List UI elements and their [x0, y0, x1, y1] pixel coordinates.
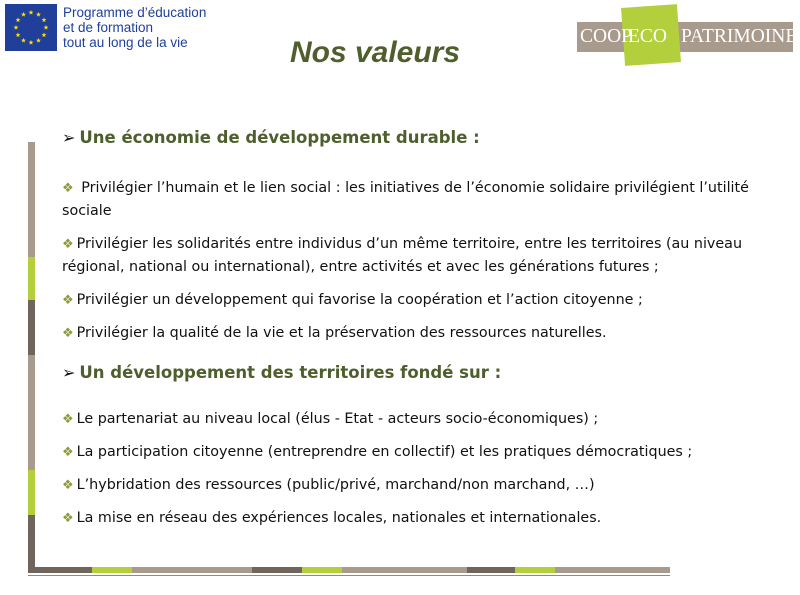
list-item-text: Privilégier les solidarités entre individus d’un même territoire, entre les territoires (au niveau régional, national ou international), entre activités et avec les générations futures ;: [62, 236, 743, 275]
diamond-bullet-icon: ❖: [62, 181, 74, 196]
page-title: Nos valeurs: [289, 36, 461, 69]
eu-star-icon: [21, 12, 26, 17]
diamond-bullet-icon: ❖: [62, 237, 74, 252]
diamond-bullet-icon: ❖: [62, 511, 74, 526]
list-item: [62, 441, 797, 464]
frame-horizontal-segment: [132, 567, 252, 573]
eu-star-icon: [14, 25, 19, 30]
frame-vertical-segment: [28, 300, 35, 355]
list-item: [62, 177, 797, 223]
frame-baseline: [28, 575, 670, 576]
frame-horizontal-segment: [35, 567, 92, 573]
list-item-text: Privilégier la qualité de la vie et la préservation des ressources naturelles.: [76, 325, 607, 341]
diamond-bullet-icon: ❖: [62, 326, 74, 341]
list-item-text: Privilégier l’humain et le lien social : les initiatives de l’économie solidaire privilégient l’utilité sociale: [62, 180, 749, 219]
frame-horizontal-segment: [252, 567, 302, 573]
arrow-bullet-icon: ➢: [62, 128, 76, 147]
list-item: [62, 322, 797, 345]
logo-word-patrimoine: PATRIMOINE: [681, 26, 798, 47]
eu-star-icon: [42, 17, 47, 22]
frame-vertical-segment: [28, 142, 35, 257]
frame-vertical-segment: [28, 470, 35, 515]
frame-horizontal-segment: [467, 567, 515, 573]
list-item-text: La participation citoyenne (entreprendre en collectif) et les pratiques démocratiques ;: [76, 444, 693, 460]
list-item-text: Privilégier un développement qui favorise la coopération et l’action citoyenne ;: [76, 292, 643, 308]
section-heading-text: Un développement des territoires fondé sur :: [79, 363, 502, 382]
list-item: [62, 233, 797, 279]
frame-vertical-segment: [28, 355, 35, 470]
arrow-bullet-icon: ➢: [62, 363, 76, 382]
logo-word-eco: ECO: [628, 26, 667, 47]
frame-vertical-segment: [28, 515, 35, 573]
eu-line-3: tout au long de la vie: [63, 35, 188, 50]
list-item: [62, 289, 797, 312]
eu-star-icon: [44, 25, 49, 30]
eu-star-icon: [16, 17, 21, 22]
list-item: [62, 507, 797, 530]
list-item-text: Le partenariat au niveau local (élus - Etat - acteurs socio-économiques) ;: [76, 411, 599, 427]
list-item: [62, 408, 797, 431]
list-item-text: La mise en réseau des expériences locales, nationales et internationales.: [76, 510, 602, 526]
eu-line-2: et de formation: [63, 20, 154, 35]
section-heading-text: Une économie de développement durable :: [79, 128, 480, 147]
frame-horizontal-segment: [302, 567, 342, 573]
frame-horizontal-segment: [342, 567, 467, 573]
list-item-text: L’hybridation des ressources (public/privé, marchand/non marchand, …): [76, 477, 595, 493]
diamond-bullet-icon: ❖: [62, 293, 74, 308]
logo-word-coop: COOP: [580, 26, 633, 47]
diamond-bullet-icon: ❖: [62, 478, 74, 493]
eu-star-icon: [36, 12, 41, 17]
list-item: [62, 474, 797, 497]
frame-horizontal-segment: [555, 567, 670, 573]
frame-horizontal-segment: [92, 567, 132, 573]
frame-vertical-segment: [28, 257, 35, 300]
eu-star-icon: [29, 10, 34, 15]
eu-line-1: Programme d’éducation: [63, 5, 207, 20]
section-heading: [62, 363, 797, 382]
frame-horizontal-segment: [515, 567, 555, 573]
diamond-bullet-icon: ❖: [62, 412, 74, 427]
diamond-bullet-icon: ❖: [62, 445, 74, 460]
slide-content: [62, 128, 797, 530]
section-heading: [62, 128, 797, 147]
